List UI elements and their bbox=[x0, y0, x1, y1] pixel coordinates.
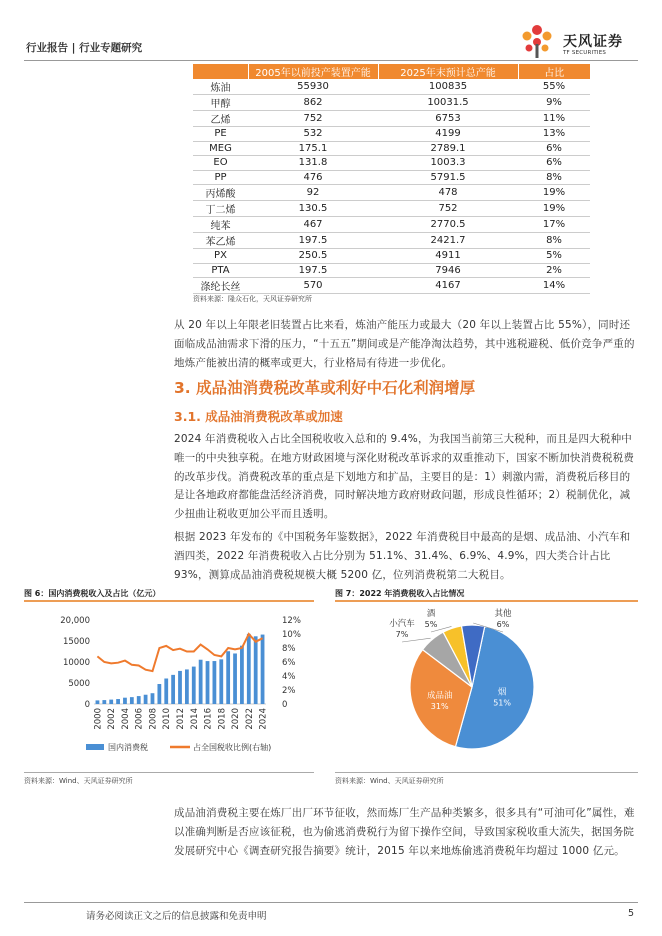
table-cell: 2421.7 bbox=[378, 233, 518, 249]
table-cell: 752 bbox=[248, 111, 378, 127]
table-cell: 甲醇 bbox=[193, 95, 248, 111]
logo-text-en: TF SECURITIES bbox=[563, 50, 607, 56]
table-header-cell: 占比 bbox=[518, 64, 590, 79]
table-cell: 1003.3 bbox=[378, 156, 518, 171]
bar bbox=[233, 653, 237, 704]
table-cell: 2789.1 bbox=[378, 141, 518, 156]
figure-source: 资料来源：Wind、天风证券研究所 bbox=[335, 777, 444, 785]
table-cell: 8% bbox=[518, 233, 590, 249]
table-cell: 19% bbox=[518, 185, 590, 201]
bar bbox=[144, 695, 148, 704]
pie-label: 小汽车 bbox=[389, 619, 415, 629]
table-cell: 炼油 bbox=[193, 79, 248, 95]
paragraph: 从 20 年以上年限老旧装置占比来看，炼油产能压力或最大（20 年以上装置占比 55%），同时还面临成品油需求下滑的压力，“十五五”期间或是产能净淘汰趋势，其中逃税避税、低价竞争严重的地炼产能被出清的概率或更大，行业格局有待进一步优化。 bbox=[174, 319, 635, 369]
footer-divider bbox=[24, 902, 638, 903]
table-cell: 5% bbox=[518, 249, 590, 264]
pie-value: 51% bbox=[493, 698, 511, 708]
table-cell: 2770.5 bbox=[378, 217, 518, 233]
table-cell: MEG bbox=[193, 141, 248, 156]
x-tick-label: 2024 bbox=[258, 708, 269, 730]
section-heading: 3. 成品油消费税改革或利好中石化利润增厚 bbox=[174, 379, 476, 397]
figure-divider bbox=[24, 772, 314, 773]
bar bbox=[240, 646, 244, 704]
paragraph: 2024 年消费税收入占比全国税收收入总和的 9.4%，为我国当前第三大税种，而且是四大税种中唯一的中央独享税。在地方财政困境与深化财税改革诉求的双重推动下，国家不断加快消费税税费的改革步伐。消费税改革的重点是下划地方和扩品，主要目的是：1）刺激内需，消费税后移目的是让各地政府都能盘活经济消费，同时解决地方政府财政问题，形成良性循环；2）税制优化，减少扭曲让税收更加公平而且透明。 bbox=[174, 433, 635, 521]
legend-label: 占全国税收比例(右轴) bbox=[193, 743, 272, 752]
table-cell: 197.5 bbox=[248, 233, 378, 249]
legend-swatch-bar bbox=[86, 744, 104, 750]
figure-divider bbox=[335, 600, 638, 602]
x-tick-label: 2012 bbox=[176, 708, 186, 730]
table-header-cell: 2025年末预计总产能 bbox=[378, 64, 518, 79]
table-cell: 131.8 bbox=[248, 156, 378, 171]
table-header-cell bbox=[193, 64, 248, 79]
table-cell: EO bbox=[193, 156, 248, 171]
footer-disclaimer: 请务必阅读正文之后的信息披露和免责申明 bbox=[86, 911, 267, 922]
table-cell: 丁二烯 bbox=[193, 201, 248, 217]
figure-divider bbox=[335, 772, 638, 773]
y-right-tick-label: 4% bbox=[282, 672, 296, 682]
table-cell: 250.5 bbox=[248, 249, 378, 264]
table-cell: 涤纶长丝 bbox=[193, 278, 248, 294]
table-row bbox=[193, 233, 590, 249]
ratio-line bbox=[97, 634, 262, 671]
y-right-tick-label: 0 bbox=[282, 700, 288, 710]
pie-value: 7% bbox=[395, 630, 409, 639]
figure-source: 资料来源：Wind、天风证券研究所 bbox=[24, 777, 133, 785]
bar bbox=[192, 667, 196, 704]
bar bbox=[116, 699, 120, 704]
x-tick-label: 2010 bbox=[162, 708, 173, 730]
table-cell: PE bbox=[193, 127, 248, 142]
x-tick-label: 2018 bbox=[217, 708, 228, 730]
tf-logo-icon bbox=[516, 24, 558, 60]
y-left-tick-label: 0 bbox=[84, 700, 90, 710]
table-cell: 4199 bbox=[378, 127, 518, 142]
table-row bbox=[193, 201, 590, 217]
table-row bbox=[193, 278, 590, 294]
table-cell: PP bbox=[193, 170, 248, 185]
table-row bbox=[193, 111, 590, 127]
bar bbox=[247, 634, 251, 704]
pie-label: 酒 bbox=[426, 609, 436, 619]
figure-title: 图 7：2022 年消费税收入占比情况 bbox=[335, 589, 465, 598]
table-header-cell: 2005年以前投产装置产能 bbox=[248, 64, 378, 79]
y-left-tick-label: 15000 bbox=[62, 637, 90, 647]
bar bbox=[123, 698, 127, 704]
bar bbox=[109, 700, 113, 704]
table-cell: 55930 bbox=[248, 79, 378, 95]
capacity-table bbox=[193, 64, 590, 294]
tax-share-pie-chart bbox=[335, 604, 638, 768]
x-tick-label: 2002 bbox=[107, 708, 118, 730]
y-left-tick-label: 5000 bbox=[68, 679, 90, 689]
table-cell: 4167 bbox=[378, 278, 518, 294]
page-number: 5 bbox=[628, 908, 635, 919]
table-cell: 2% bbox=[518, 263, 590, 278]
pie-label: 烟 bbox=[497, 687, 507, 698]
table-cell: 苯乙烯 bbox=[193, 233, 248, 249]
y-right-tick-label: 10% bbox=[282, 630, 301, 640]
table-source: 资料来源：隆众石化，天风证券研究所 bbox=[193, 295, 312, 303]
bar bbox=[137, 696, 141, 704]
table-cell: 752 bbox=[378, 201, 518, 217]
table-cell: 92 bbox=[248, 185, 378, 201]
table-cell: 570 bbox=[248, 278, 378, 294]
table-cell: 乙烯 bbox=[193, 111, 248, 127]
table-cell: 8% bbox=[518, 170, 590, 185]
table-row bbox=[193, 249, 590, 264]
table-cell: 532 bbox=[248, 127, 378, 142]
table-cell: 丙烯酸 bbox=[193, 185, 248, 201]
x-tick-label: 2022 bbox=[244, 708, 255, 730]
table-cell: 55% bbox=[518, 79, 590, 95]
figure-divider bbox=[24, 600, 314, 602]
table-cell: 467 bbox=[248, 217, 378, 233]
y-right-tick-label: 12% bbox=[282, 616, 301, 626]
bar bbox=[261, 635, 265, 704]
x-tick-label: 2006 bbox=[134, 708, 145, 730]
pie-value: 31% bbox=[430, 701, 449, 711]
bar bbox=[185, 669, 189, 704]
bar bbox=[199, 660, 203, 704]
pie-label: 其他 bbox=[494, 609, 512, 619]
table-cell: 175.1 bbox=[248, 141, 378, 156]
x-tick-label: 2004 bbox=[120, 708, 131, 730]
bar bbox=[130, 697, 134, 704]
paragraph: 成品油消费税主要在炼厂出厂环节征收，然而炼厂生产品种类繁多，很多具有“可油可化”属性，难以准确判断是否应该征税，也为偷逃消费税行为留下操作空间，导致国家税收重大流失，据国务院发展研究中心《调查研究报告摘要》统计，2015 年以来地炼偷逃消费税年均超过 1000 亿元。 bbox=[174, 807, 635, 857]
table-cell: 4911 bbox=[378, 249, 518, 264]
table-cell: PX bbox=[193, 249, 248, 264]
bar bbox=[151, 693, 155, 704]
bar bbox=[254, 636, 258, 704]
bar bbox=[96, 700, 100, 704]
tax-revenue-chart bbox=[24, 604, 314, 764]
subsection-heading: 3.1. 成品油消费税改革或加速 bbox=[174, 409, 343, 424]
figure-title: 图 6：国内消费税收入及占比（亿元） bbox=[24, 589, 161, 598]
bar bbox=[178, 671, 182, 704]
table-cell: 476 bbox=[248, 170, 378, 185]
y-left-tick-label: 20,000 bbox=[60, 616, 90, 626]
table-cell: 19% bbox=[518, 201, 590, 217]
pie-value: 6% bbox=[496, 620, 510, 629]
report-section-label: 行业报告 | 行业专题研究 bbox=[26, 42, 143, 54]
pie-label: 成品油 bbox=[426, 690, 453, 701]
pie-value: 5% bbox=[424, 620, 438, 629]
legend-label: 国内消费税 bbox=[108, 743, 148, 752]
y-right-tick-label: 6% bbox=[282, 658, 296, 668]
paragraph: 根据 2023 年发布的《中国税务年鉴数据》，2022 年消费税目中最高的是烟、成品油、小汽车和酒四类，2022 年消费税收入占比分别为 51.1%、31.4%、6.9%、4.9%，四大类合计占比 93%，测算成品油消费税规模大概 5200 亿，位列消费税第二大税目。 bbox=[174, 531, 631, 581]
table-cell: PTA bbox=[193, 263, 248, 278]
header-divider bbox=[24, 60, 638, 61]
table-row bbox=[193, 263, 590, 278]
x-tick-label: 2016 bbox=[203, 708, 214, 730]
table-row bbox=[193, 127, 590, 142]
table-cell: 13% bbox=[518, 127, 590, 142]
table-cell: 100835 bbox=[378, 79, 518, 95]
table-cell: 6% bbox=[518, 141, 590, 156]
bar bbox=[206, 661, 210, 704]
table-cell: 14% bbox=[518, 278, 590, 294]
table-row bbox=[193, 217, 590, 233]
table-cell: 862 bbox=[248, 95, 378, 111]
table-row bbox=[193, 79, 590, 95]
table-cell: 9% bbox=[518, 95, 590, 111]
table-row bbox=[193, 141, 590, 156]
table-cell: 纯苯 bbox=[193, 217, 248, 233]
y-right-tick-label: 8% bbox=[282, 644, 296, 654]
table-cell: 130.5 bbox=[248, 201, 378, 217]
x-tick-label: 2000 bbox=[93, 708, 104, 730]
table-cell: 17% bbox=[518, 217, 590, 233]
table-row bbox=[193, 185, 590, 201]
bar bbox=[213, 661, 217, 704]
bar bbox=[226, 651, 230, 704]
table-header-row bbox=[193, 64, 590, 79]
bar bbox=[219, 659, 223, 704]
table-row bbox=[193, 156, 590, 171]
table-cell: 478 bbox=[378, 185, 518, 201]
x-tick-label: 2008 bbox=[148, 708, 159, 730]
table-cell: 11% bbox=[518, 111, 590, 127]
x-tick-label: 2020 bbox=[231, 708, 242, 730]
table-cell: 6753 bbox=[378, 111, 518, 127]
y-left-tick-label: 10000 bbox=[62, 658, 90, 668]
table-row bbox=[193, 95, 590, 111]
bar bbox=[164, 678, 168, 704]
bar bbox=[157, 684, 161, 704]
table-cell: 5791.5 bbox=[378, 170, 518, 185]
table-cell: 7946 bbox=[378, 263, 518, 278]
table-cell: 10031.5 bbox=[378, 95, 518, 111]
logo bbox=[516, 24, 558, 60]
bar bbox=[171, 675, 175, 704]
logo-text: 天风证券 bbox=[563, 34, 623, 50]
table-cell: 197.5 bbox=[248, 263, 378, 278]
table-row bbox=[193, 170, 590, 185]
y-right-tick-label: 2% bbox=[282, 686, 296, 696]
bar bbox=[102, 700, 106, 704]
x-tick-label: 2014 bbox=[189, 708, 200, 730]
table-cell: 6% bbox=[518, 156, 590, 171]
